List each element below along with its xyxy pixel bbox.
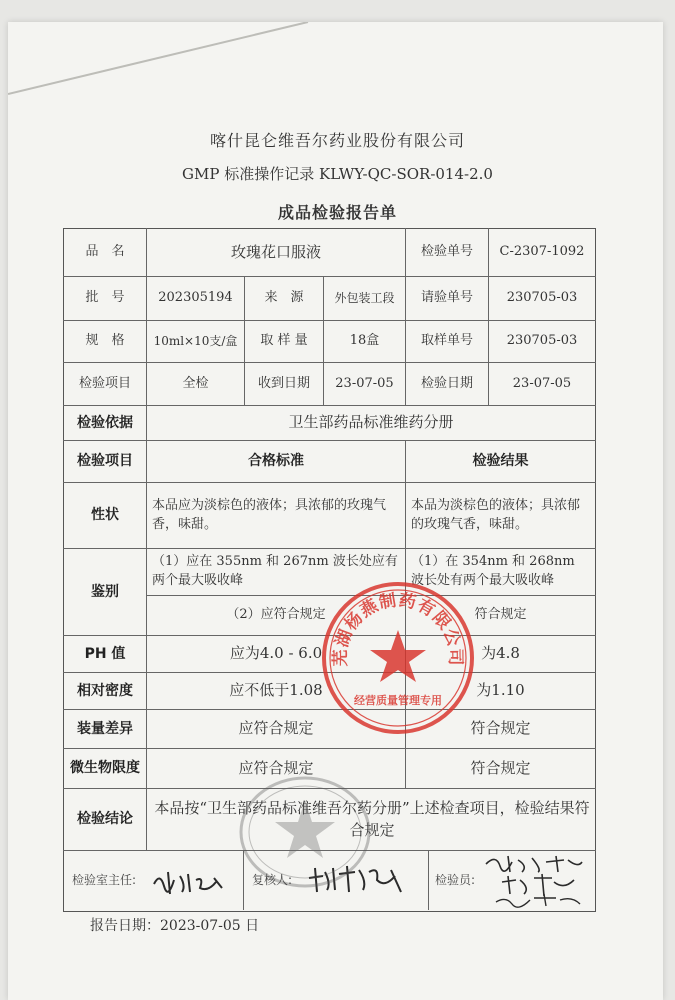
row-standard-appearance: 本品应为淡棕色的液体；具浓郁的玫瑰气香，味甜。 — [152, 497, 387, 532]
reviewer-label: 复核人: — [252, 872, 293, 887]
source-value: 外包装工段 — [334, 290, 395, 305]
column-header-result: 检验结果 — [472, 453, 529, 470]
batch-value: 202305194 — [158, 290, 233, 306]
row-item-density: 相对密度 — [77, 682, 133, 699]
received-date-value: 23-07-05 — [335, 375, 394, 391]
lab-head-label: 检验室主任: — [72, 872, 137, 887]
product-name-value: 玫瑰花口服液 — [230, 242, 321, 261]
product-name-label: 品 名 — [85, 244, 125, 260]
source-label: 来 源 — [264, 290, 304, 306]
lab-head-signature — [150, 866, 235, 898]
inspection-number-label: 检验单号 — [420, 244, 473, 260]
company-red-seal — [318, 578, 478, 738]
row-standard-ph: 应为4.0 - 6.0 — [229, 644, 323, 663]
row-standard-identification-1: （1）应在 355nm 和 267nm 波长处应有两个最大吸收峰 — [152, 554, 398, 588]
inspection-date-label: 检验日期 — [420, 375, 473, 391]
column-header-item: 检验项目 — [77, 453, 133, 470]
sample-quantity-value: 18盒 — [349, 333, 380, 349]
report-date: 报告日期：2023-07-05 日 — [90, 918, 260, 934]
sample-quantity-label: 取 样 量 — [260, 333, 308, 349]
paper-fold-line — [8, 22, 368, 102]
row-result-identification-1: （1）在 354nm 和 268nm 波长处有两个最大吸收峰 — [411, 554, 575, 588]
row-result-ph: 为4.8 — [481, 644, 520, 663]
row-result-identification-2: 符合规定 — [474, 607, 527, 623]
inspection-item-value: 全检 — [182, 375, 209, 391]
form-title: 成品检验报告单 — [277, 203, 397, 222]
row-item-fill-variation: 装量差异 — [77, 720, 133, 737]
rule — [428, 850, 429, 910]
row-result-fill-variation: 符合规定 — [470, 719, 531, 738]
row-item-identification: 鉴别 — [91, 583, 119, 600]
spec-value: 10ml×10支/盒 — [153, 333, 238, 348]
basis-value: 卫生部药品标准维药分册 — [288, 413, 454, 432]
conclusion-label: 检验结论 — [77, 811, 133, 828]
row-item-ph: PH 值 — [84, 645, 126, 662]
request-number-value: 230705-03 — [506, 290, 578, 306]
row-standard-identification-2: （2）应符合规定 — [226, 607, 326, 623]
row-result-appearance: 本品为淡棕色的液体；具浓郁的玫瑰气香，味甜。 — [411, 497, 581, 532]
inspection-number-value: C-2307-1092 — [499, 244, 585, 260]
basis-label: 检验依据 — [77, 414, 133, 431]
sample-number-value: 230705-03 — [506, 333, 578, 349]
row-standard-density: 应不低于1.08 — [229, 681, 323, 700]
received-date-label: 收到日期 — [257, 375, 310, 391]
row-standard-fill-variation: 应符合规定 — [238, 719, 314, 738]
faded-gray-seal — [235, 770, 375, 890]
row-item-microbial-limit: 微生物限度 — [70, 760, 140, 777]
company-name: 喀什昆仑维吾尔药业股份有限公司 — [209, 131, 465, 150]
inspection-date-value: 23-07-05 — [512, 375, 572, 391]
batch-label: 批 号 — [85, 290, 125, 306]
gmp-record-code: GMP 标准操作记录 KLWY-QC-SOR-014-2.0 — [182, 165, 493, 183]
inspector-label: 检验员: — [435, 872, 476, 887]
conclusion-value: 本品按“卫生部药品标准维吾尔药分册”上述检查项目，检验结果符合规定 — [154, 798, 590, 839]
seal-text: 芜湖杨燕制药有限公司 — [330, 590, 466, 667]
request-number-label: 请验单号 — [420, 290, 473, 306]
inspector-signatures — [482, 852, 590, 908]
seal-subtext: 经营质量管理专用 — [354, 694, 442, 707]
sample-number-label: 取样单号 — [420, 333, 473, 349]
spec-label: 规 格 — [85, 333, 125, 349]
row-result-microbial-limit: 符合规定 — [470, 758, 531, 777]
row-item-appearance: 性状 — [91, 507, 119, 524]
inspection-item-label: 检验项目 — [78, 375, 131, 391]
row-result-density: 为1.10 — [476, 681, 525, 700]
row-standard-microbial-limit: 应符合规定 — [238, 758, 314, 777]
column-header-standard: 合格标准 — [248, 453, 304, 470]
